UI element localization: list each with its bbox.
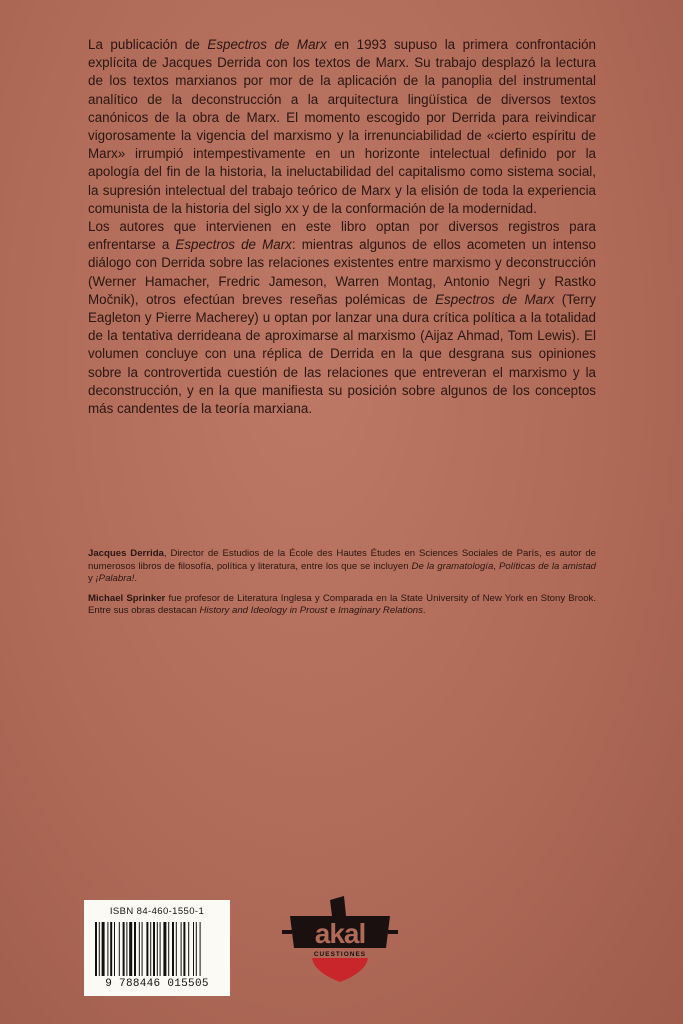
akal-logo <box>282 886 398 986</box>
logo-shield <box>312 958 368 982</box>
isbn-label: ISBN 84-460-1550-1 <box>109 906 205 917</box>
barcode-label <box>84 900 230 996</box>
synopsis <box>88 36 596 418</box>
logo-subtext: CUESTIONES <box>313 951 367 958</box>
bio-michael-sprinker: Michael Sprinker fue profesor de Literatura Inglesa y Comparada en la State University of New York en Stony Brook. Entre sus obras destacan History and Ideology in Proust e Imaginary Relations. <box>88 592 597 617</box>
ean-digits: 9 788446 015505 <box>105 978 209 990</box>
synopsis-paragraph-2: Los autores que intervienen en este libro optan por diversos registros para enfrentarse a Espectros de Marx: mientras algunos de ellos acometen un intenso diálogo con Derrida sobre las relaciones existentes entre marxismo y deconstrucción (Werner Hamacher, Fredric Jameson, Warren Montag, Antonio Negri y Rastko Močnik), otros efectúan breves reseñas polémicas de Espectros de Marx (Terry Eagleton y Pierre Macherey) u optan por lanzar una dura crítica política a la totalidad de la tentativa derrideana de aproximarse al marxismo (Aijaz Ahmad, Tom Lewis). El volumen concluye con una réplica de Derrida en la que desgrana sus opiniones sobre la controvertida cuestión de las relaciones que entreveran el marxismo y la deconstrucción, y en la que manifiesta su posición sobre algunos de los conceptos más candentes de la teoría marxiana. <box>88 219 596 417</box>
logo-wordmark: akal <box>314 918 366 949</box>
author-bios <box>88 548 596 625</box>
synopsis-paragraph-1: La publicación de Espectros de Marx en 1993 supuso la primera confrontación explícita de Jacques Derrida con los textos de Marx. Su trabajo desplazó la lectura de los textos marxianos por mor de la aplicación de la panoplia del instrumental analítico de la deconstrucción a la arquitectura lingüística de diversos textos canónicos de la obra de Marx. El momento escogido por Derrida para reivindicar vigorosamente la vigencia del marxismo y la irrenunciabilidad de «cierto espíritu de Marx» irrumpió intempestivamente en un horizonte intelectual definido por la apología del fin de la historia, la ineluctabilidad del capitalismo como sistema social, la supresión intelectual del trabajo teórico de Marx y la elisión de toda la experiencia comunista de la historia del siglo xx y de la conformación de la modernidad. <box>88 37 596 216</box>
barcode-bars <box>94 922 220 976</box>
bio-jacques-derrida: Jacques Derrida, Director de Estudios de la École des Hautes Études en Sciences Sociales de París, es autor de numerosos libros de filosofía, política y literatura, entre los que se incluyen De la gramatología, Políticas de la amistad y ¡Palabra!. <box>88 548 596 585</box>
